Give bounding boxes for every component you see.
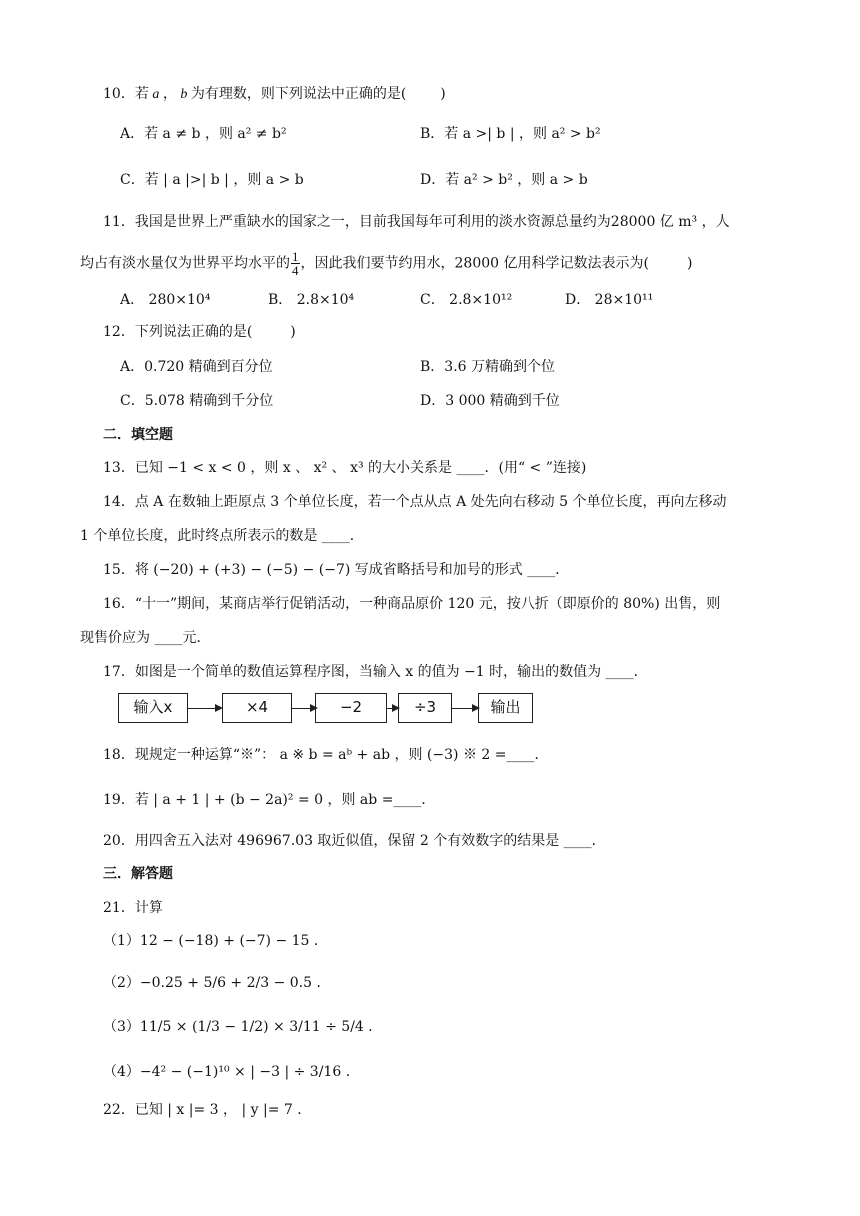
q17-stem: 17．如图是一个简单的数值运算程序图，当输入 x 的值为 −1 时，输出的数值为 ____． (103, 664, 648, 680)
q12-option-c: C．5.078 精确到千分位 (120, 393, 274, 409)
q11-option-c: C． 2.8×10¹² (420, 292, 513, 308)
q21-part2: （2）−0.25 + 5/6 + 2/3 − 0.5 ． (103, 975, 331, 991)
q21-stem: 21．计算 (103, 900, 163, 916)
q13: 13．已知 −1 < x < 0 ，则 x 、 x² 、 x³ 的大小关系是 ____．(用“ < ”连接) (103, 460, 587, 476)
flow-arrow (387, 708, 398, 709)
flow-box-divide: ÷3 (398, 693, 452, 723)
q21-part3: （3）11/5 × (1/3 − 1/2) × 3/11 ÷ 5/4 ． (103, 1019, 383, 1035)
flow-box-output: 输出 (478, 693, 533, 723)
q14-line2: 1 个单位长度，此时终点所表示的数是 ____． (80, 528, 364, 544)
q16-line1: 16．“十一”期间，某商店举行促销活动，一种商品原价 120 元，按八折（即原价的 80%) 出售，则 (103, 596, 721, 612)
q19: 19．若 | a + 1 | + (b − 2a)² = 0 ，则 ab =____． (103, 792, 436, 808)
program-flowchart (118, 693, 538, 727)
q15: 15．将 (−20) + (+3) − (−5) − (−7) 写成省略括号和加号的形式 ____． (103, 562, 570, 578)
q10-option-a: A．若 a ≠ b ，则 a² ≠ b² (120, 126, 287, 142)
q14-line1: 14．点 A 在数轴上距原点 3 个单位长度，若一个点从点 A 处先向右移动 5 个单位长度，再向左移动 (103, 494, 727, 510)
q11-option-d: D． 28×10¹¹ (565, 292, 654, 308)
section-fill-in-blank: 二．填空题 (103, 427, 173, 443)
q12-stem: 12．下列说法正确的是( ) (103, 324, 296, 340)
q16-line2: 现售价应为 ____元． (80, 630, 211, 646)
q18: 18．现规定一种运算“※”： a ※ b = aᵇ + ab ，则 (−3) ※ 2 =____． (103, 747, 549, 763)
q21-part1: （1）12 − (−18) + (−7) − 15 ． (103, 933, 328, 949)
q21-part4: （4）−4² − (−1)¹⁰ × | −3 | ÷ 3/16 ． (103, 1064, 360, 1080)
q20: 20．用四舍五入法对 496967.03 取近似值，保留 2 个有效数字的结果是 ____． (103, 833, 606, 849)
q12-option-d: D．3 000 精确到千位 (420, 393, 560, 409)
q11-option-a: A． 280×10⁴ (120, 292, 211, 308)
flow-box-input: 输入x (118, 693, 188, 723)
fraction-quarter: $\frac{1}{4}$ (292, 249, 299, 278)
q11-option-b: B． 2.8×10⁴ (268, 292, 355, 308)
q11-line1: 11．我国是世界上严重缺水的国家之一，目前我国每年可利用的淡水资源总量约为28000 亿 m³ ，人 (103, 214, 730, 230)
q12-option-b: B．3.6 万精确到个位 (420, 359, 556, 375)
flow-arrow (452, 708, 478, 709)
q10-option-d: D．若 a² > b² ，则 a > b (420, 172, 588, 188)
q22: 22．已知 | x |= 3 ， | y |= 7 ． (103, 1102, 312, 1118)
flow-arrow (292, 708, 316, 709)
q10-option-c: C．若 | a |>| b | ，则 a > b (120, 172, 304, 188)
section-solutions: 三．解答题 (103, 866, 173, 882)
q10-option-b: B．若 a >| b | ，则 a² > b² (420, 126, 601, 142)
flow-box-multiply: ×4 (222, 693, 292, 723)
flow-arrow (188, 708, 221, 709)
flow-box-subtract: −2 (315, 693, 387, 723)
q12-option-a: A．0.720 精确到百分位 (120, 359, 273, 375)
q11-line2: 均占有淡水量仅为世界平均水平的 $\frac{1}{4}$ ，因此我们要节约用水，28000 亿用科学记数法表示为( ) (80, 249, 693, 278)
q10-stem: 10．若 a ， b 为有理数，则下列说法中正确的是( ) (103, 86, 446, 102)
